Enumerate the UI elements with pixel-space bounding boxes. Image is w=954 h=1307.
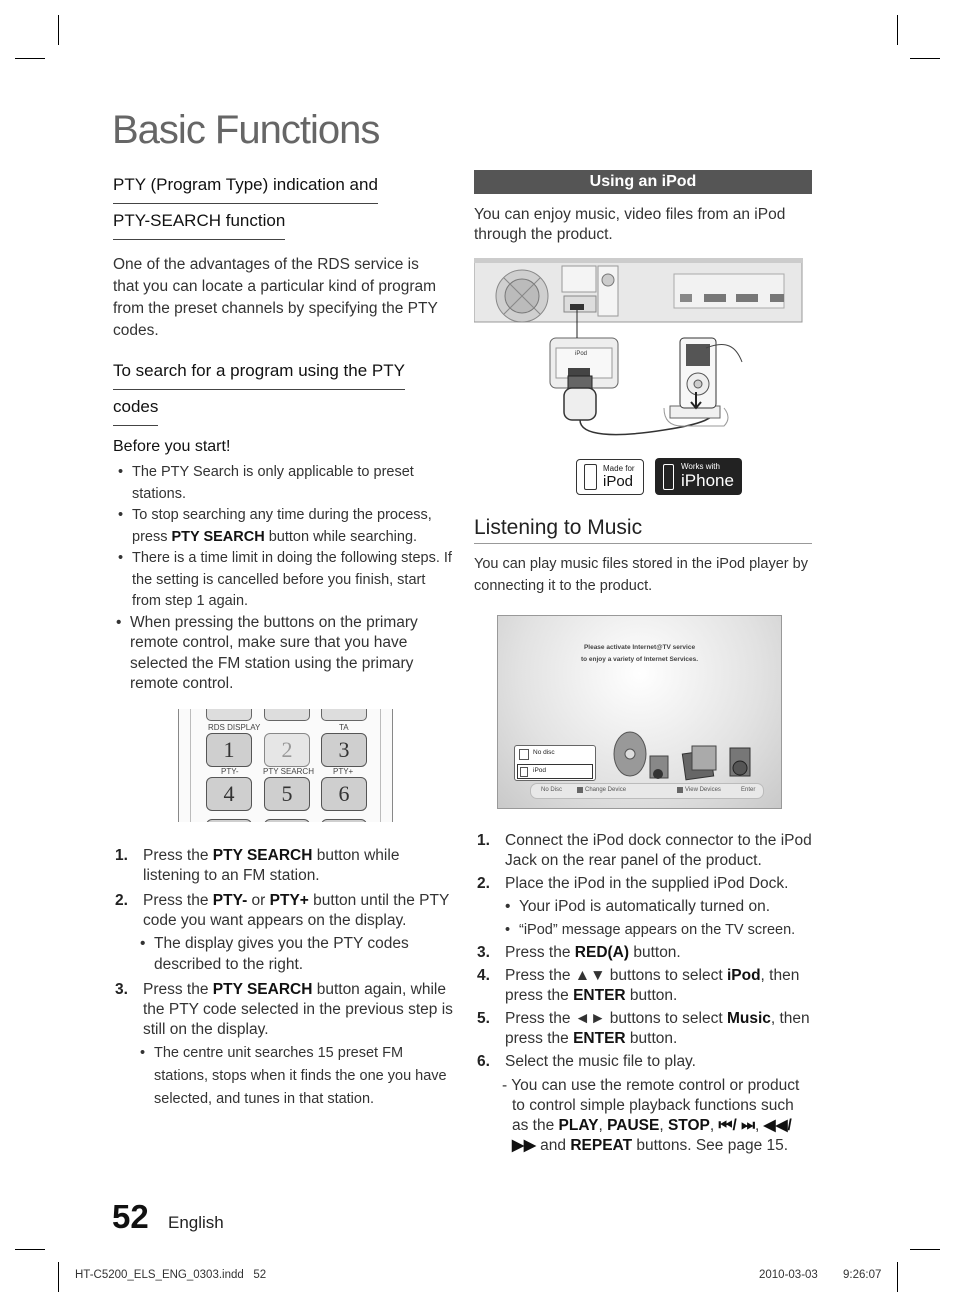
bullet-item: • When pressing the buttons on the primary remote control, make sure that you have selected the FM station using the primary remote control. [113, 613, 453, 695]
step-item: 2. Place the iPod in the supplied iPod Dock. [477, 875, 789, 892]
bullet-item: • There is a time limit in doing the following steps. If the setting is cancelled before you finish, start from step 1 again. [115, 548, 453, 613]
crop-mark [58, 1262, 59, 1292]
step-note: • “iPod” message appears on the TV screen. [502, 920, 813, 940]
subheading: codes [113, 390, 158, 426]
step-item: 2. Press the PTY- or PTY+ button until the PTY code you want appears on the display. [115, 892, 450, 929]
bullet-item: • To stop searching any time during the process, press PTY SEARCH button while searching. [115, 505, 453, 548]
bar-change-device[interactable]: Change Device [585, 787, 627, 793]
page-title: Basic Functions [112, 108, 380, 152]
crop-mark [897, 15, 898, 45]
bar-enter[interactable]: Enter [741, 787, 756, 793]
badge-top: Made for [603, 464, 635, 473]
step-item: 4. Press the ▲▼ buttons to select iPod, then press the ENTER button. [477, 967, 800, 1004]
key-6[interactable]: 6 [321, 777, 367, 811]
screen-bottom-bar [530, 783, 764, 799]
step-note: • The centre unit searches 15 preset FM stations, stops when it finds the one you have selected, and tunes in that station. [137, 1042, 453, 1111]
crop-mark [58, 15, 59, 45]
screen-msg: Please activate Internet@TV service [583, 644, 696, 651]
tv-screen [497, 615, 782, 809]
key-5[interactable]: 5 [264, 777, 310, 811]
device-panel [514, 745, 596, 781]
badge-main: iPod [603, 473, 634, 490]
section-heading: PTY-SEARCH function [113, 204, 285, 240]
ipod-item[interactable]: iPod [533, 767, 547, 774]
diagram-ipod-label: iPod [575, 351, 588, 357]
step-item: 5. Press the ◄► buttons to select Music, then press the ENTER button. [477, 1010, 810, 1047]
step-item: 1. Press the PTY SEARCH button while listening to an FM station. [115, 847, 400, 884]
footer-time: 9:26:07 [843, 1269, 882, 1281]
footer-date: 2010-03-03 [759, 1269, 818, 1281]
crop-mark [15, 1249, 45, 1250]
crop-mark [910, 58, 940, 59]
crop-mark [15, 58, 45, 59]
listening-intro: You can play music files stored in the iPod player by connecting it to the product. [474, 556, 808, 594]
step-item: 6. Select the music file to play. [477, 1053, 696, 1070]
key-2[interactable]: 2 [264, 733, 310, 767]
listening-heading: Listening to Music [474, 516, 812, 544]
section-band: Using an iPod [474, 170, 812, 194]
pty-minus-label: PTY- [221, 767, 239, 776]
works-with-iphone-badge [655, 458, 742, 495]
subheading: To search for a program using the PTY [113, 354, 405, 390]
step-item: 3. Press the RED(A) button. [477, 944, 681, 961]
badge-top: Works with [681, 462, 720, 471]
bar-view-devices[interactable]: View Devices [685, 787, 721, 793]
badge-main: iPhone [681, 471, 734, 490]
right-steps [477, 831, 813, 1156]
page-number: 52 [112, 1198, 149, 1235]
section-heading: PTY (Program Type) indication and [113, 168, 378, 204]
left-column [113, 168, 453, 695]
bullet-item: • The PTY Search is only applicable to preset stations. [115, 462, 453, 505]
key-4[interactable]: 4 [206, 777, 252, 811]
step-item: 1. Connect the iPod dock connector to the iPod Jack on the rear panel of the product. [477, 832, 812, 869]
bullet-list [113, 462, 453, 695]
intro-paragraph: One of the advantages of the RDS service is that you can locate a particular kind of program from the preset channels by specifying the PTY codes. [113, 256, 438, 339]
screen-msg: to enjoy a variety of Internet Services. [580, 656, 699, 663]
remote-illustration [178, 709, 393, 822]
bar-no-disc: No Disc [541, 787, 563, 793]
pty-plus-label: PTY+ [333, 767, 354, 776]
playback-note: - You can use the remote control or product to control simple playback functions such as the PLAY, PAUSE, STOP, ⏮/ ⏭, ◀◀/ ▶▶ and REPEAT buttons. See page 15. [502, 1077, 800, 1154]
crop-mark [910, 1249, 940, 1250]
no-disc-item[interactable]: No disc [533, 749, 555, 756]
page-language: English [168, 1213, 224, 1232]
crop-mark [897, 1262, 898, 1292]
ipod-connection-diagram [474, 258, 804, 441]
key-3[interactable]: 3 [321, 733, 367, 767]
step-note: • The display gives you the PTY codes described to the right. [137, 933, 453, 975]
ta-label: TA [339, 723, 349, 732]
before-start-heading: Before you start! [113, 438, 231, 455]
step-item: 3. Press the PTY SEARCH button again, while the PTY code selected in the previous step is still on the display. [115, 981, 453, 1038]
made-for-ipod-badge [576, 459, 644, 495]
footer-file: HT-C5200_ELS_ENG_0303.indd 52 [75, 1269, 267, 1281]
pty-search-label: PTY SEARCH [263, 767, 314, 776]
step-note: • Your iPod is automatically turned on. [502, 897, 813, 917]
key-1[interactable]: 1 [206, 733, 252, 767]
ipod-intro: You can enjoy music, video files from an iPod through the product. [474, 206, 786, 243]
left-steps [115, 846, 453, 1111]
rds-display-label: RDS DISPLAY [208, 723, 261, 732]
media-icons [588, 712, 768, 784]
